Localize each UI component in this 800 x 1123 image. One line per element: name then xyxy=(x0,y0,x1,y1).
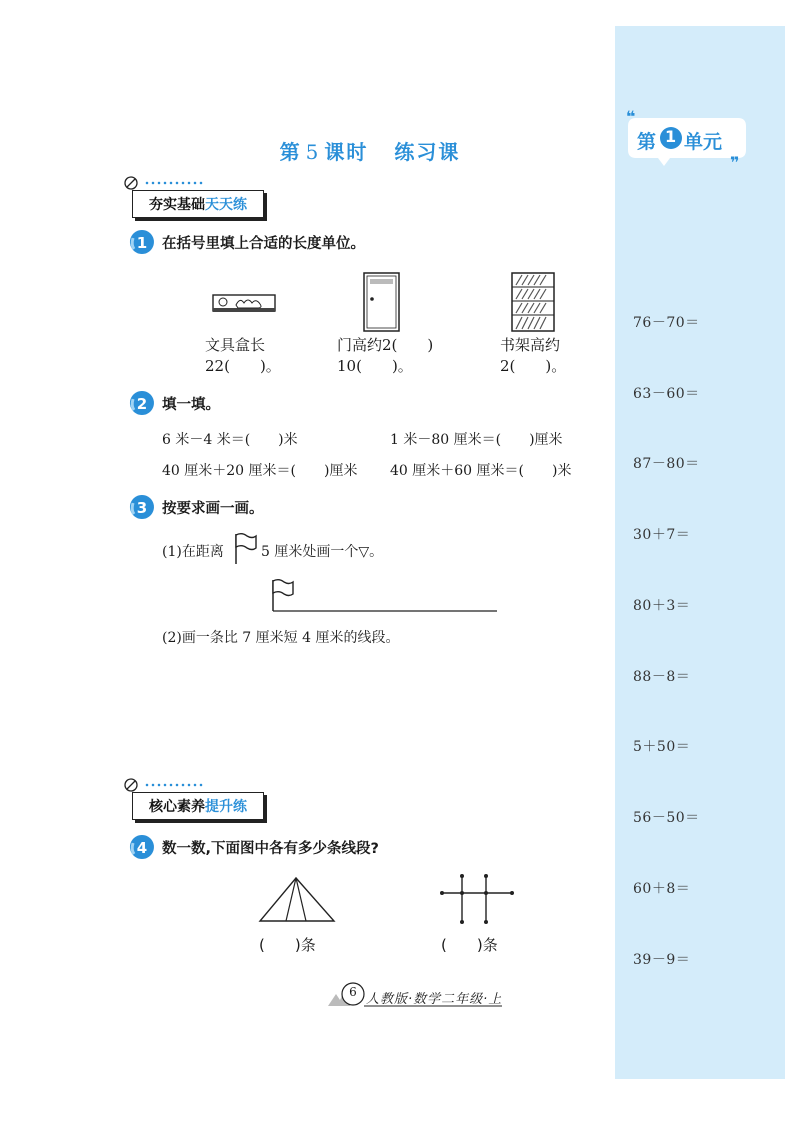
question-number-badge xyxy=(129,229,155,255)
flag-icon xyxy=(234,532,258,566)
question-2-text: 填一填。 xyxy=(162,397,220,413)
svg-text:1: 1 xyxy=(136,234,148,252)
svg-text:3: 3 xyxy=(136,499,148,517)
sidebar-calc: 87－80＝ xyxy=(633,456,700,472)
door-image xyxy=(362,271,402,333)
sidebar-calc: 76－70＝ xyxy=(633,315,700,331)
q1-item-label[interactable]: 门高约2( ) xyxy=(337,336,434,354)
q2-fill-item[interactable]: 1 米－80 厘米＝( )厘米 xyxy=(390,432,563,448)
unit-badge-suffix: 单元 xyxy=(684,131,723,153)
q1-item-blank[interactable]: 22( )。 xyxy=(205,357,281,375)
sidebar-calc: 56－50＝ xyxy=(633,810,700,826)
page-number: 6 xyxy=(349,985,357,999)
triangle-figure xyxy=(258,876,336,924)
svg-text:❝: ❝ xyxy=(626,107,636,126)
page-title xyxy=(0,136,740,165)
sidebar-calc: 39－9＝ xyxy=(633,952,691,968)
question-number-badge xyxy=(129,834,155,860)
svg-text:4: 4 xyxy=(136,839,148,857)
title-number: 5 xyxy=(305,140,321,164)
title-prefix: 第 xyxy=(279,140,302,164)
q1-item-label: 书架高约 xyxy=(500,336,561,354)
q2-fill-item[interactable]: 6 米－4 米＝( )米 xyxy=(162,432,298,448)
grid-lines-figure xyxy=(438,873,516,925)
svg-text:❞: ❞ xyxy=(730,153,740,172)
question-number-badge xyxy=(129,390,155,416)
q2-fill-item[interactable]: 40 厘米＋60 厘米＝( )米 xyxy=(390,463,572,479)
section-header-basic xyxy=(128,180,268,220)
q3-sub2-text: (2)画一条比 7 厘米短 4 厘米的线段。 xyxy=(162,630,400,646)
pencil-case-image xyxy=(212,293,278,315)
q4-answer-blank[interactable]: ( )条 xyxy=(259,936,316,954)
sidebar-calc: 63－60＝ xyxy=(633,386,700,402)
q1-item-blank[interactable]: 2( )。 xyxy=(500,357,567,375)
pencil-icon xyxy=(124,778,138,792)
section-header-core xyxy=(128,782,268,822)
section-label-blue: 天天练 xyxy=(205,197,247,213)
bookshelf-image xyxy=(510,271,556,333)
q1-item-label: 文具盒长 xyxy=(205,336,266,354)
unit-badge-prefix: 第 xyxy=(637,131,657,153)
q3-sub1-before: (1)在距离 xyxy=(162,544,224,560)
question-3-text: 按要求画一画。 xyxy=(162,501,264,517)
pencil-icon xyxy=(124,176,138,190)
question-4-text: 数一数,下面图中各有多少条线段? xyxy=(162,841,379,857)
sidebar-calc: 30＋7＝ xyxy=(633,527,691,543)
svg-text:2: 2 xyxy=(136,395,148,413)
q2-fill-item[interactable]: 40 厘米＋20 厘米＝( )厘米 xyxy=(162,463,358,479)
flag-line-drawing[interactable] xyxy=(270,576,500,614)
question-1-text: 在括号里填上合适的长度单位。 xyxy=(162,236,365,252)
section-label-blue: 提升练 xyxy=(205,799,247,815)
section-label-black: 核心素养 xyxy=(149,799,205,815)
sidebar-calc: 80＋3＝ xyxy=(633,598,691,614)
section-label-black: 夯实基础 xyxy=(149,197,205,213)
sidebar-calc: 60＋8＝ xyxy=(633,881,691,897)
sidebar-calc: 5＋50＝ xyxy=(633,739,691,755)
footer-edition: 人教版·数学二年级·上 xyxy=(366,992,503,1007)
sidebar-panel xyxy=(615,26,785,1079)
sidebar-calc: 88－8＝ xyxy=(633,669,691,685)
question-number-badge xyxy=(129,494,155,520)
q1-item-blank[interactable]: 10( )。 xyxy=(337,357,413,375)
q3-sub1-after: 5 厘米处画一个▽。 xyxy=(261,544,384,560)
title-name: 练习课 xyxy=(394,140,461,164)
unit-badge-number: 1 xyxy=(665,127,677,146)
title-suffix: 课时 xyxy=(324,140,369,164)
q4-answer-blank[interactable]: ( )条 xyxy=(441,936,498,954)
